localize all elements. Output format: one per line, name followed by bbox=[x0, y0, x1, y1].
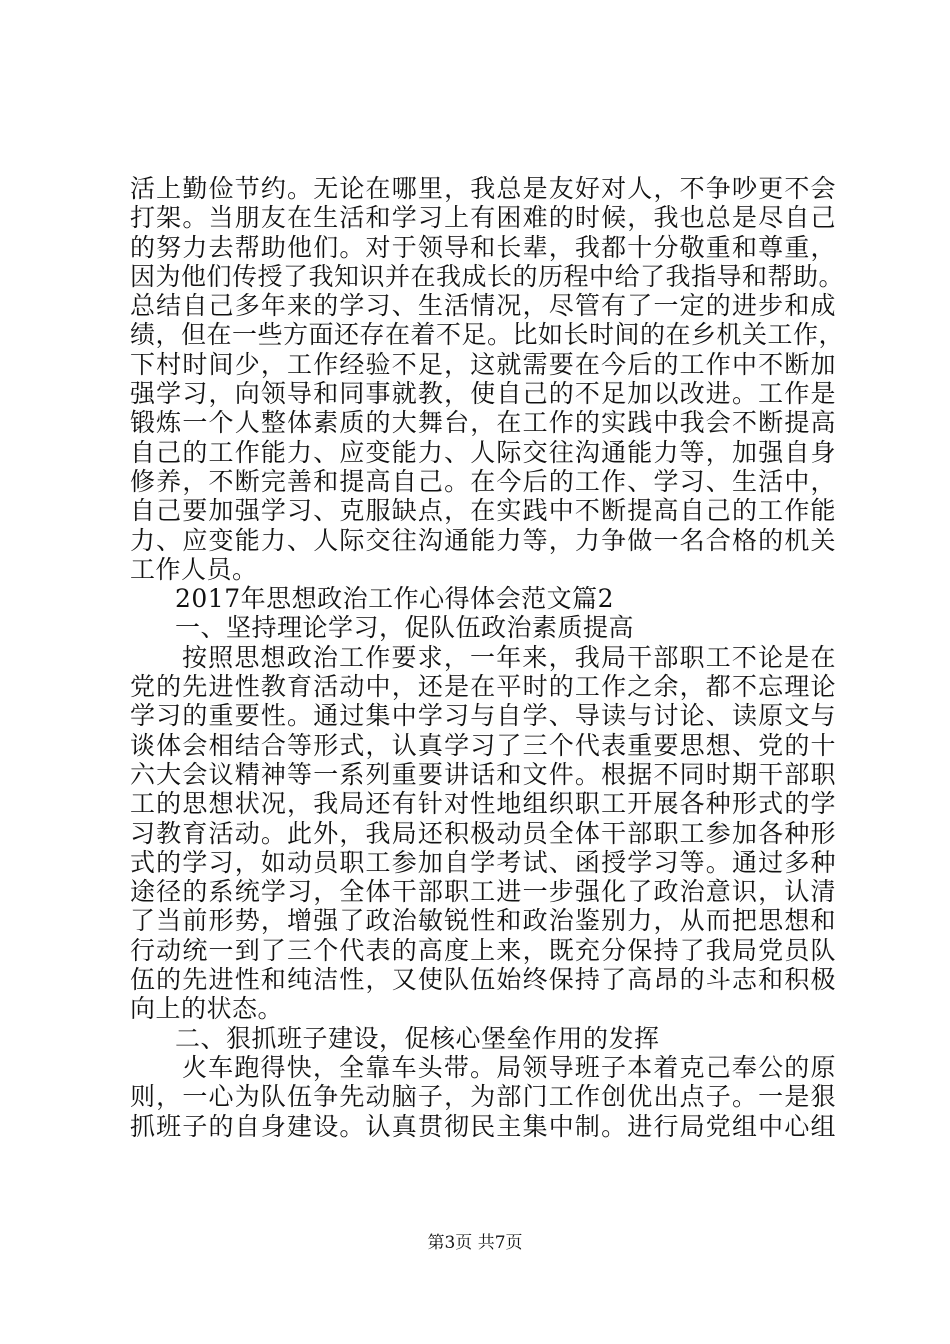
text-line: 因为他们传授了我知识并在我成长的历程中给了我指导和帮助。 bbox=[130, 261, 845, 291]
text-line: 向上的状态。 bbox=[130, 994, 284, 1024]
text-line: 谈体会相结合等形式，认真学习了三个代表重要思想、党的十 bbox=[130, 730, 836, 760]
text-line: 按照思想政治工作要求，一年来，我局干部职工不论是在 bbox=[182, 642, 836, 672]
section-heading: 2017年思想政治工作心得体会范文篇2 bbox=[175, 584, 615, 614]
text-line: 火车跑得快，全靠车头带。局领导班子本着克己奉公的原 bbox=[182, 1052, 836, 1082]
text-line: 打架。当朋友在生活和学习上有困难的时候，我也总是尽自己 bbox=[130, 203, 836, 233]
text-line: 自己的工作能力、应变能力、人际交往沟通能力等，加强自身 bbox=[130, 437, 836, 467]
text-line: 自己要加强学习、克服缺点，在实践中不断提高自己的工作能 bbox=[130, 496, 836, 526]
section-heading: 二、狠抓班子建设，促核心堡垒作用的发挥 bbox=[175, 1023, 660, 1053]
text-line: 六大会议精神等一系列重要讲话和文件。根据不同时期干部职 bbox=[130, 759, 836, 789]
text-line: 抓班子的自身建设。认真贯彻民主集中制。进行局党组中心组 bbox=[130, 1111, 836, 1141]
text-line: 下村时间少，工作经验不足，这就需要在今后的工作中不断加 bbox=[130, 349, 836, 379]
text-line: 行动统一到了三个代表的高度上来，既充分保持了我局党员队 bbox=[130, 935, 836, 965]
text-line: 学习的重要性。通过集中学习与自学、导读与讨论、读原文与 bbox=[130, 701, 836, 731]
text-line: 锻炼一个人整体素质的大舞台，在工作的实践中我会不断提高 bbox=[130, 408, 836, 438]
text-line: 工作人员。 bbox=[130, 554, 258, 584]
text-line: 党的先进性教育活动中，还是在平时的工作之余，都不忘理论 bbox=[130, 672, 836, 702]
text-line: 绩，但在一些方面还存在着不足。比如长时间的在乡机关工作， bbox=[130, 320, 845, 350]
page-footer: 第3页 共7页 bbox=[427, 1233, 523, 1253]
text-line: 修养，不断完善和提高自己。在今后的工作、学习、生活中， bbox=[130, 466, 836, 496]
text-line: 伍的先进性和纯洁性，又使队伍始终保持了高昂的斗志和积极 bbox=[130, 965, 836, 995]
text-line: 工的思想状况，我局还有针对性地组织职工开展各种形式的学 bbox=[130, 789, 836, 819]
text-line: 力、应变能力、人际交往沟通能力等，力争做一名合格的机关 bbox=[130, 525, 836, 555]
section-heading: 一、坚持理论学习，促队伍政治素质提高 bbox=[175, 613, 635, 643]
text-line: 强学习，向领导和同事就教，使自己的不足加以改进。工作是 bbox=[130, 379, 836, 409]
text-line: 了当前形势，增强了政治敏锐性和政治鉴别力，从而把思想和 bbox=[130, 906, 836, 936]
text-line: 式的学习，如动员职工参加自学考试、函授学习等。通过多种 bbox=[130, 847, 836, 877]
text-line: 总结自己多年来的学习、生活情况，尽管有了一定的进步和成 bbox=[130, 291, 836, 321]
text-line: 则，一心为队伍争先动脑子，为部门工作创优出点子。一是狠 bbox=[130, 1082, 836, 1112]
text-line: 习教育活动。此外，我局还积极动员全体干部职工参加各种形 bbox=[130, 818, 836, 848]
text-line: 的努力去帮助他们。对于领导和长辈，我都十分敬重和尊重， bbox=[130, 232, 836, 262]
document-body bbox=[130, 174, 845, 1141]
text-line: 途径的系统学习，全体干部职工进一步强化了政治意识，认清 bbox=[130, 877, 836, 907]
text-line: 活上勤俭节约。无论在哪里，我总是友好对人，不争吵更不会 bbox=[130, 174, 836, 203]
